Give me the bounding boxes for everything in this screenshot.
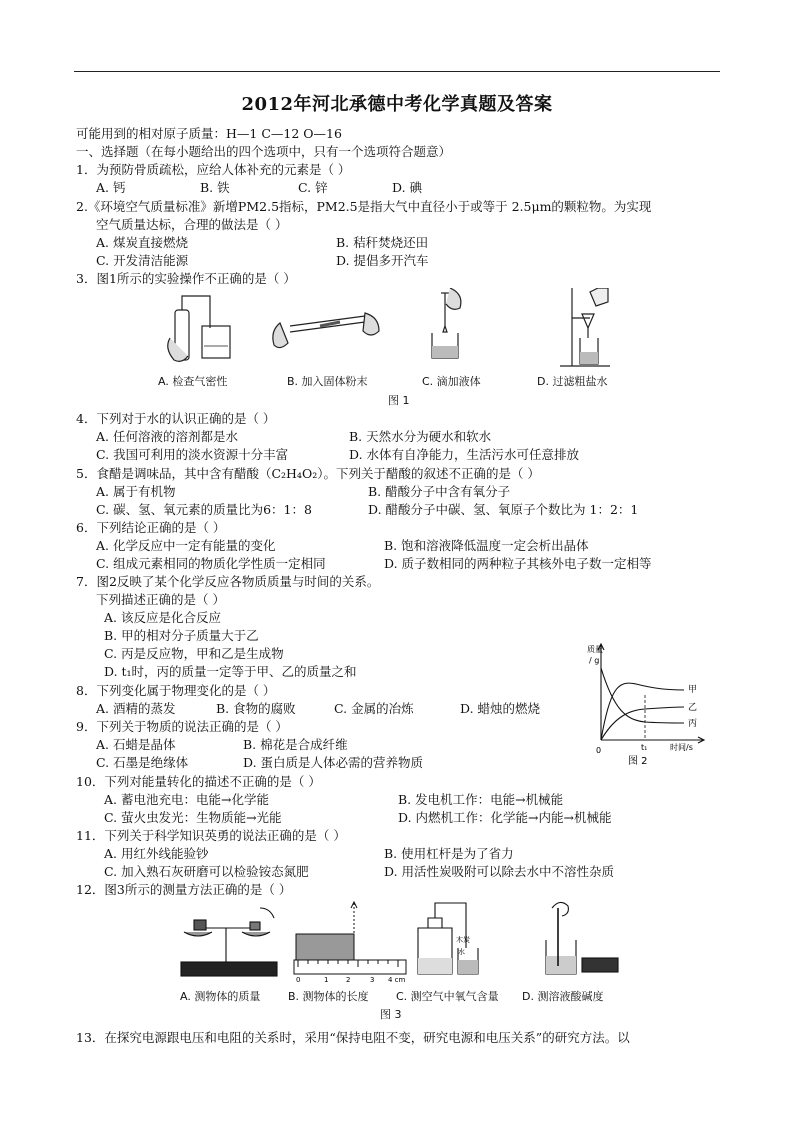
q5-option-d: D. 醋酸分子中碳、氢、氧原子个数比为 1：2：1 — [368, 502, 639, 517]
question-7-cont: 下列描述正确的是（ ） — [96, 592, 225, 607]
ruler-tick-0: 0 — [296, 976, 301, 984]
ruler-tick-3: 3 — [370, 976, 375, 984]
fig1-caption-a: A. 检查气密性 — [158, 375, 228, 388]
q7-option-a: A. 该反应是化合反应 — [104, 610, 221, 625]
fig2-t1: t₁ — [641, 743, 648, 752]
ruler-tick-2: 2 — [346, 976, 351, 984]
q2-option-b: B. 秸秆焚烧还田 — [336, 235, 429, 250]
apparatus-a-airtightness — [168, 296, 230, 361]
fig3-caption-c: C. 测空气中氧气含量 — [396, 990, 499, 1003]
q11-option-b: B. 使用杠杆是为了省力 — [384, 846, 514, 861]
question-10: 10．下列对能量转化的描述不正确的是（ ） — [76, 774, 321, 789]
fig2-series-jia: 甲 — [688, 685, 698, 695]
fig2-ylabel-top: 质量 — [587, 645, 603, 654]
fig2-origin: 0 — [596, 746, 602, 755]
q7-option-b: B. 甲的相对分子质量大于乙 — [104, 628, 259, 643]
q9-option-c: C. 石墨是绝缘体 — [96, 755, 189, 770]
page-title: 2012年河北承德中考化学真题及答案 — [241, 94, 553, 115]
question-3: 3．图1所示的实验操作不正确的是（ ） — [76, 271, 296, 286]
fig3-caption-a: A. 测物体的质量 — [180, 990, 261, 1003]
q10-option-a: A. 蓄电池充电：电能→化学能 — [104, 792, 269, 807]
q4-option-b: B. 天然水分为硬水和软水 — [349, 429, 492, 444]
q11-option-d: D. 用活性炭吸附可以除去水中不溶性杂质 — [384, 864, 615, 879]
q11-option-a: A. 用红外线能验钞 — [104, 846, 209, 861]
apparatus-c-dropper — [432, 288, 461, 358]
bottle-label-water: 水 — [458, 948, 465, 956]
apparatus-d-filter — [560, 288, 610, 366]
q1-option-c: C. 锌 — [298, 180, 328, 195]
fig2-label: 图 2 — [628, 756, 648, 767]
question-6: 6．下列结论正确的是（ ） — [76, 520, 226, 535]
question-2-cont: 空气质量达标，合理的做法是（ ） — [96, 217, 288, 232]
question-7: 7．图2反映了某个化学反应各物质质量与时间的关系。 — [76, 574, 380, 589]
apparatus-a-balance — [181, 908, 277, 976]
q1-option-b: B. 铁 — [200, 180, 230, 195]
question-12: 12．图3所示的测量方法正确的是（ ） — [76, 882, 292, 897]
q10-option-b: B. 发电机工作：电能→机械能 — [398, 792, 564, 807]
figure-1-illustrations — [150, 288, 640, 408]
figure-3-illustrations — [176, 898, 636, 986]
series-yi-curve — [601, 707, 684, 740]
q2-option-d: D. 提倡多开汽车 — [336, 253, 429, 268]
series-jia-curve — [601, 683, 684, 740]
q2-option-c: C. 开发清洁能源 — [96, 253, 189, 268]
q7-option-c: C. 丙是反应物，甲和乙是生成物 — [104, 646, 284, 661]
question-5: 5．食醋是调味品，其中含有醋酸（C₂H₄O₂）。下列关于醋酸的叙述不正确的是（ ） — [76, 466, 540, 481]
top-rule — [74, 71, 720, 72]
question-11: 11．下列关于科学知识英勇的说法正确的是（ ） — [76, 828, 346, 843]
fig2-xlabel: 时间/s — [670, 743, 693, 752]
apparatus-d-ph-test — [546, 902, 618, 974]
series-bing-curve — [601, 668, 684, 723]
q1-option-d: D. 碘 — [392, 180, 423, 195]
apparatus-b-ruler — [294, 902, 406, 974]
fig1-caption-b: B. 加入固体粉末 — [287, 375, 368, 388]
q6-option-d: D. 质子数相同的两种粒子其核外电子数一定相等 — [384, 556, 652, 571]
q1-option-a: A. 钙 — [96, 180, 126, 195]
question-2: 2.《环境空气质量标准》新增PM2.5指标，PM2.5是指大气中直径小于或等于 2.5μm的颗粒物。为实现 — [76, 199, 652, 214]
q8-option-b: B. 食物的腐败 — [216, 701, 296, 716]
question-9: 9．下列关于物质的说法正确的是（ ） — [76, 719, 288, 734]
question-8: 8．下列变化属于物理变化的是（ ） — [76, 683, 276, 698]
figure-2-graph — [584, 640, 714, 770]
q10-option-c: C. 萤火虫发光：生物质能→光能 — [104, 810, 282, 825]
q7-option-d: D. t₁时，丙的质量一定等于甲、乙的质量之和 — [104, 664, 357, 679]
section-heading: 一、选择题（在每小题给出的四个选项中，只有一个选项符合题意） — [76, 144, 452, 159]
question-1: 1．为预防骨质疏松，应给人体补充的元素是（ ） — [76, 162, 351, 177]
atomic-mass-line: 可能用到的相对原子质量：H—1 C—12 O—16 — [76, 126, 342, 141]
q4-option-d: D. 水体有自净能力，生活污水可任意排放 — [349, 447, 580, 462]
q5-option-b: B. 醋酸分子中含有氧分子 — [368, 484, 511, 499]
question-4: 4．下列对于水的认识正确的是（ ） — [76, 411, 276, 426]
apparatus-b-powder — [273, 313, 379, 348]
fig3-caption-d: D. 测溶液酸碱度 — [522, 990, 604, 1003]
q9-option-a: A. 石蜡是晶体 — [96, 737, 176, 752]
q9-option-d: D. 蛋白质是人体必需的营养物质 — [243, 755, 424, 770]
ruler-tick-1: 1 — [324, 976, 329, 984]
fig3-caption-b: B. 测物体的长度 — [288, 990, 369, 1003]
fig2-series-bing: 丙 — [688, 719, 698, 729]
fig2-series-yi: 乙 — [688, 703, 698, 713]
fig1-caption-c: C. 滴加液体 — [422, 375, 481, 388]
q2-option-a: A. 煤炭直接燃烧 — [96, 235, 188, 250]
fig2-ylabel-bottom: / g — [589, 656, 600, 665]
q11-option-c: C. 加入熟石灰研磨可以检验铵态氮肥 — [104, 864, 309, 879]
q6-option-b: B. 饱和溶液降低温度一定会析出晶体 — [384, 538, 589, 553]
ruler-tick-4: 4 cm — [388, 976, 406, 984]
q9-option-b: B. 棉花是合成纤维 — [243, 737, 348, 752]
q8-option-a: A. 酒精的蒸发 — [96, 701, 176, 716]
q6-option-a: A. 化学反应中一定有能量的变化 — [96, 538, 276, 553]
fig3-label: 图 3 — [380, 1008, 402, 1021]
q4-option-a: A. 任何溶液的溶剂都是水 — [96, 429, 238, 444]
q5-option-c: C. 碳、氢、氧元素的质量比为6：1：8 — [96, 502, 312, 517]
q6-option-c: C. 组成元素相同的物质化学性质一定相同 — [96, 556, 326, 571]
fig1-label: 图 1 — [388, 394, 410, 407]
q8-option-c: C. 金属的冶炼 — [334, 701, 414, 716]
q10-option-d: D. 内燃机工作：化学能→内能→机械能 — [398, 810, 612, 825]
q8-option-d: D. 蜡烛的燃烧 — [460, 701, 541, 716]
q5-option-a: A. 属于有机物 — [96, 484, 176, 499]
bottle-label-charcoal: 木炭 — [456, 936, 470, 944]
q4-option-c: C. 我国可利用的淡水资源十分丰富 — [96, 447, 289, 462]
question-13: 13．在探究电源跟电压和电阻的关系时，采用“保持电阻不变，研究电源和电压关系”的研究方法。以 — [76, 1030, 630, 1045]
fig1-caption-d: D. 过滤粗盐水 — [537, 375, 608, 388]
